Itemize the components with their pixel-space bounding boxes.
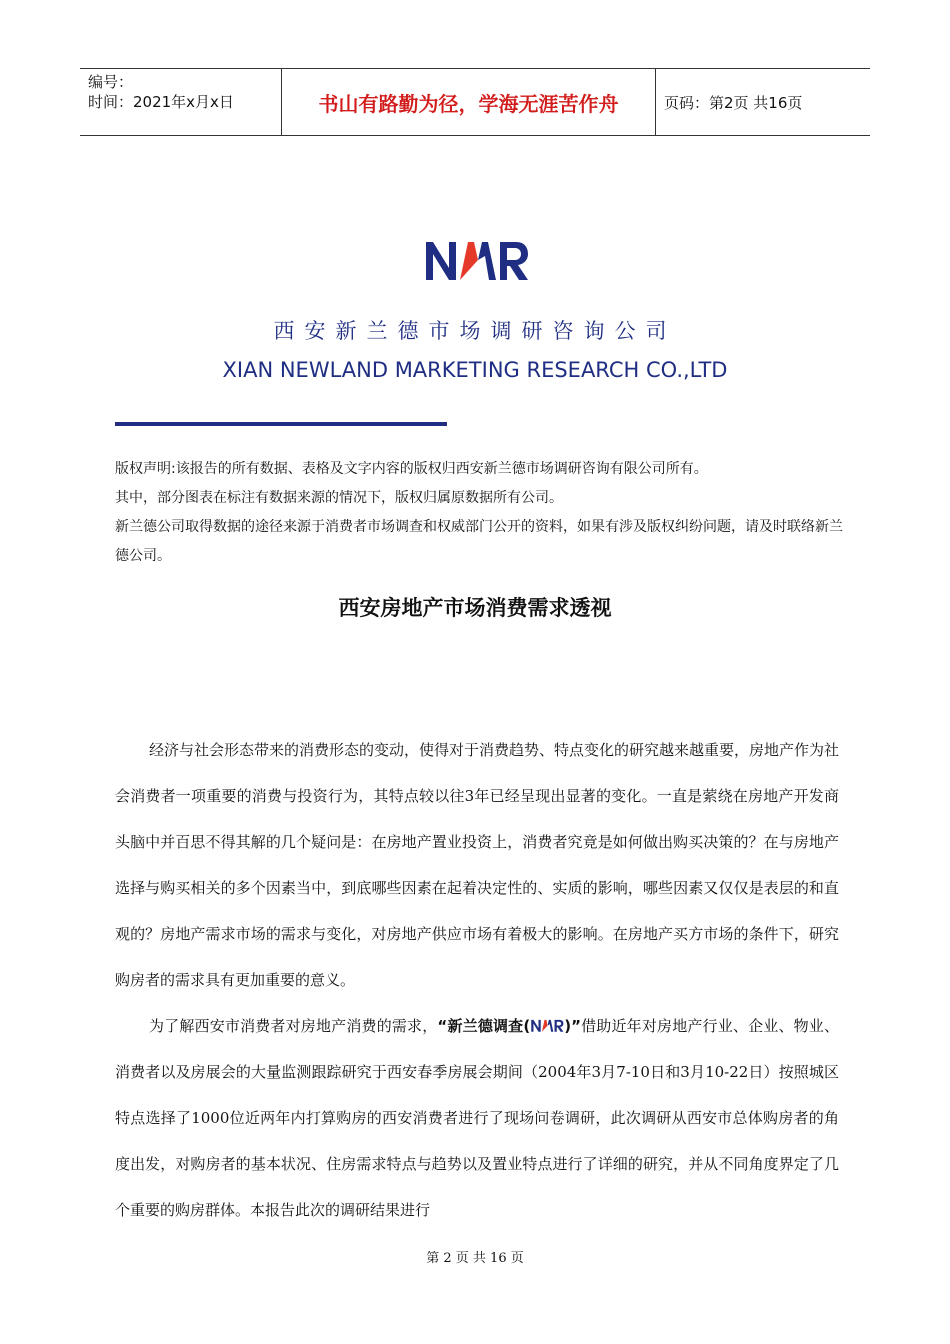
survey-brand-open: “新兰德调查( (437, 1017, 531, 1035)
report-body (115, 727, 839, 1233)
motto: 书山有路勤为径，学海无涯苦作舟 (282, 69, 656, 135)
paragraph-2-rest: 借助近年对房地产行业、企业、物业、消费者以及房展会的大量监测跟踪研究于西安春季房展会期间（2004年3月7-10日和3月10-22日）按照城区特点选择了1000位近两年内打算购房的西安消费者进行了现场问卷调研，此次调研从西安市总体购房者的角度出发，对购房者的基本状况、住房需求特点与趋势以及置业特点进行了详细的研究，并从不同角度界定了几个重要的购房群体。本报告此次的调研结果进行 (115, 1017, 839, 1219)
copyright-notice (115, 455, 845, 571)
time-label: 时间：2021年x月x日 (88, 93, 234, 111)
nmr-logo (422, 238, 530, 282)
company-name-en: XIAN NEWLAND MARKETING RESEARCH CO.,LTD (222, 358, 728, 382)
company-name-cn: 西安新兰德市场调研咨询公司 (273, 319, 677, 343)
header-table (80, 68, 870, 136)
paragraph-1: 经济与社会形态带来的消费形态的变动，使得对于消费趋势、特点变化的研究越来越重要，房地产作为社会消费者一项重要的消费与投资行为，其特点较以往3年已经呈现出显著的变化。一直是萦绕在房地产开发商头脑中并百思不得其解的几个疑问是：在房地产置业投资上，消费者究竟是如何做出购买决策的？在与房地产选择与购买相关的多个因素当中，到底哪些因素在起着决定性的、实质的影响，哪些因素又仅仅是表层的和直观的？房地产需求市场的需求与变化，对房地产供应市场有着极大的影响。在房地产买方市场的条件下，研究购房者的需求具有更加重要的意义。 (115, 741, 840, 989)
page-footer: 第 2 页 共 16 页 (426, 1251, 524, 1266)
nmr-mini-logo (530, 1018, 564, 1033)
header-meta (80, 69, 282, 135)
page-info: 页码：第2页 共16页 (664, 93, 803, 112)
paragraph-2 (115, 1003, 839, 1233)
copyright-line: 版权声明:该报告的所有数据、表格及文字内容的版权归西安新兰德市场调研咨询有限公司所有。 (115, 461, 708, 477)
report-title: 西安房地产市场消费需求透视 (338, 596, 612, 620)
survey-brand (437, 1017, 581, 1035)
number-label: 编号： (88, 73, 134, 91)
paragraph-2-start: 为了解西安市消费者对房地产消费的需求， (149, 1017, 438, 1035)
divider (115, 422, 447, 426)
copyright-line: 新兰德公司取得数据的途径来源于消费者市场调查和权威部门公开的资料，如果有涉及版权纠纷问题，请及时联络新兰德公司。 (115, 519, 843, 564)
copyright-line: 其中，部分图表在标注有数据来源的情况下，版权归属原数据所有公司。 (115, 490, 563, 506)
survey-brand-close: )” (564, 1017, 581, 1035)
